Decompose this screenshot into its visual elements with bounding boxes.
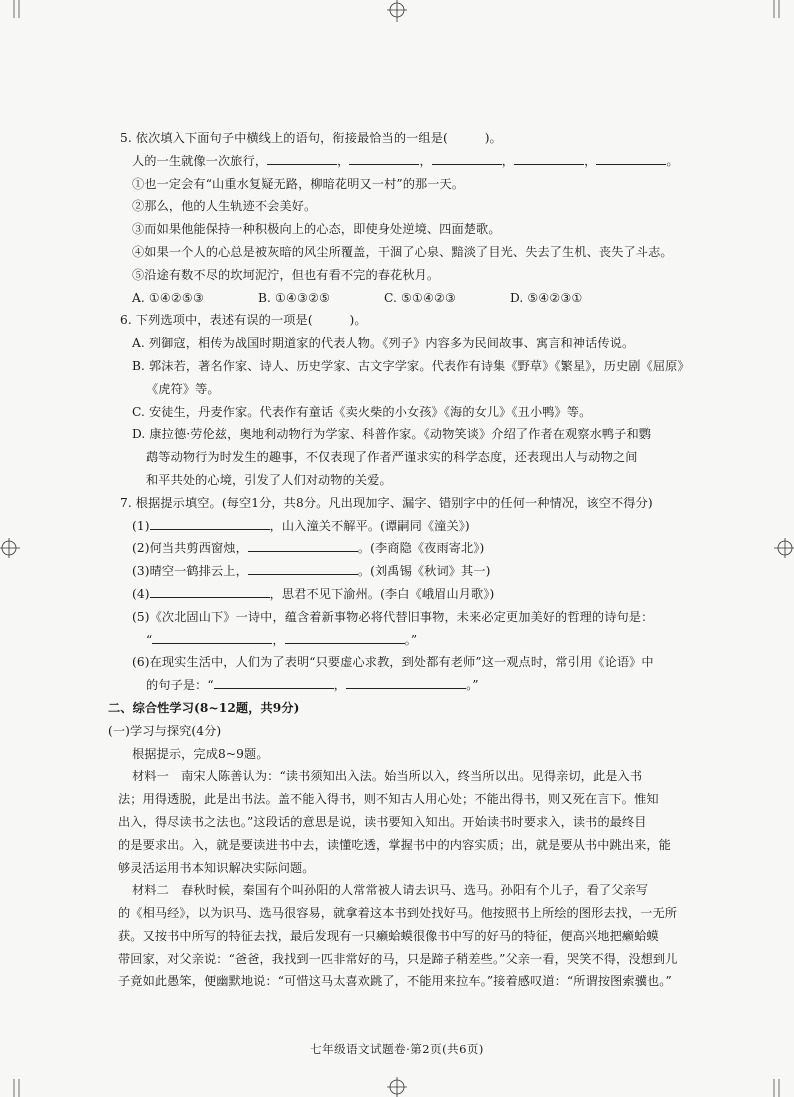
q5-option-b[interactable]: B. ①④③②⑤	[258, 290, 331, 305]
q7-item-6-answer: 的句子是：“ ， 。”	[118, 674, 648, 697]
q7-blank-7[interactable]	[214, 674, 334, 689]
crop-mark-top-left-icon	[10, 0, 24, 18]
part2-subtitle: (一)学习与探究(4分)	[108, 723, 222, 738]
q7-blank-3[interactable]	[248, 560, 358, 575]
material-2-line-3: 获。又按书中所写的特征去找，最后发现有一只癞蛤蟆很像书中写的好马的特征，便高兴地把癞蛤蟆	[118, 928, 659, 943]
part2-title: 二、综合性学习(8~12题，共9分)	[108, 700, 300, 715]
q7-stem: 7. 根据提示填空。(每空1分，共8分。凡出现加字、漏字、错别字中的任何一种情况，该空不得分)	[120, 495, 653, 510]
material-1-line-2: 法；用得透脱，此是出书法。盖不能入得书，则不知古人用心处；不能出得书，则又死在言下。惟知	[118, 792, 659, 807]
q5-option-d[interactable]: D. ⑤④②③①	[510, 290, 583, 305]
q7-item-5: (5)《次北固山下》一诗中，蕴含着新事物必将代替旧事物，未来必定更加美好的哲理的诗句是：	[132, 609, 654, 624]
page-footer: 七年级语文试题卷·第2页(共6页)	[310, 1042, 484, 1056]
q5-sentence-3: ③而如果他能保持一种积极向上的心态，即使身处逆境、四面楚歌。	[132, 222, 501, 237]
q6-option-d-cont-1: 鹉等动物行为时发生的趣事，不仅表现了作者严谨求实的科学态度，还表现出人与动物之间	[146, 450, 638, 465]
q7-blank-5[interactable]	[152, 629, 272, 644]
registration-mark-bottom-icon	[385, 1077, 409, 1097]
crop-mark-top-right-icon	[770, 0, 784, 18]
material-2-line-4: 带回家，对父亲说：“爸爸，我找到一匹非常好的马，只是蹄子稍差些。”父亲一看，哭笑不得，没想到儿	[118, 951, 678, 966]
crop-mark-bottom-right-icon	[770, 1079, 784, 1097]
q5-option-a[interactable]: A. ①④②⑤③	[132, 290, 204, 305]
material-1-line-1: 材料一 南宋人陈善认为：“读书须知出入法。始当所以入，终当所以出。见得亲切，此是入书	[132, 769, 643, 784]
q6-option-b[interactable]: B. 郭沫若，著名作家、诗人、历史学家、古文字学家。代表作有诗集《野草》《繁星》，历史剧《屈原》	[132, 358, 690, 373]
q7-item-4: (4) ，思君不见下渝州。(李白《峨眉山月歌》)	[118, 583, 648, 606]
q5-blank-4[interactable]	[514, 150, 584, 165]
q5-sentence-4: ④如果一个人的心总是被灰暗的风尘所覆盖，干涸了心泉、黯淡了目光、失去了生机、丧失了斗志。	[132, 244, 673, 259]
exam-content	[108, 127, 690, 993]
q7-item-2: (2)何当共剪西窗烛， 。(李商隐《夜雨寄北》)	[118, 537, 648, 560]
q7-item-1: (1) ，山入潼关不解平。(谭嗣同《潼关》)	[118, 515, 648, 538]
q5-options	[118, 287, 648, 310]
material-1-line-3: 出入，得尽读书之法也。”这段话的意思是说，读书要知入知出。开始读书时要求入，读书的最终目	[118, 814, 647, 829]
q6-option-a[interactable]: A. 列御寇，相传为战国时期道家的代表人物。《列子》内容多为民间故事、寓言和神话传说。	[132, 336, 635, 351]
registration-mark-top-icon	[385, 0, 409, 22]
material-2-line-1: 材料二 春秋时候，秦国有个叫孙阳的人常常被人请去识马、选马。孙阳有个儿子，看了父亲写	[132, 883, 649, 898]
q6-option-c[interactable]: C. 安徒生，丹麦作家。代表作有童话《卖火柴的小女孩》《海的女儿》《丑小鸭》等。	[132, 404, 592, 419]
material-1-line-5: 够灵活运用书本知识解决实际问题。	[118, 860, 315, 875]
q6-stem: 6. 下列选项中，表述有误的一项是( )。	[120, 313, 367, 328]
q5-blank-3[interactable]	[432, 150, 502, 165]
q5-stem: 5. 依次填入下面句子中横线上的语句，衔接最恰当的一组是( )。	[120, 131, 502, 145]
q5-sentence-1: ①也一定会有“山重水复疑无路，柳暗花明又一村”的那一天。	[132, 176, 465, 191]
q5-option-c[interactable]: C. ⑤①④②③	[384, 290, 457, 305]
q7-item-3: (3)晴空一鹤排云上， 。(刘禹锡《秋词》其一)	[118, 560, 648, 583]
q7-blank-6[interactable]	[285, 629, 405, 644]
q7-item-5-answer: “ ， 。”	[118, 629, 648, 652]
q7-blank-1[interactable]	[150, 515, 270, 530]
q5-blank-5[interactable]	[596, 150, 666, 165]
q7-blank-4[interactable]	[150, 583, 270, 598]
registration-mark-right-icon	[774, 536, 794, 560]
q5-lead-line: 人的一生就像一次旅行， ， ， ， ， 。	[118, 150, 648, 173]
q5-blank-2[interactable]	[349, 150, 419, 165]
q6-option-b-cont: 《虎符》等。	[146, 381, 220, 396]
material-1-line-4: 的是要求出。入，就是要读进书中去，读懂吃透，掌握书中的内容实质；出，就是要从书中跳出来，能	[118, 837, 671, 852]
q7-blank-8[interactable]	[346, 674, 466, 689]
q6-option-d[interactable]: D. 康拉德·劳伦兹，奥地利动物行为学家、科普作家。《动物笑谈》介绍了作者在观察水鸭子和鹦	[132, 427, 652, 442]
q7-blank-2[interactable]	[248, 537, 358, 552]
q5-sentence-5: ⑤沿途有数不尽的坎坷泥泞，但也有看不完的春花秋月。	[132, 267, 440, 282]
registration-mark-left-icon	[0, 536, 20, 560]
q6-option-d-cont-2: 和平共处的心境，引发了人们对动物的关爱。	[146, 472, 392, 487]
q5-sentence-2: ②那么，他的人生轨迹不会美好。	[132, 199, 317, 214]
crop-mark-bottom-left-icon	[10, 1079, 24, 1097]
material-2-line-5: 子竟如此愚笨，便幽默地说：“可惜这马太喜欢跳了，不能用来拉车。”接着感叹道：“所谓按图索骥也。”	[118, 974, 672, 989]
material-2-line-2: 的《相马经》，以为识马、选马很容易，就拿着这本书到处找好马。他按照书上所绘的图形去找，一无所	[118, 906, 678, 921]
part2-intro: 根据提示，完成8~9题。	[132, 746, 269, 761]
q5-blank-1[interactable]	[267, 150, 337, 165]
q7-item-6: (6)在现实生活中，人们为了表明“只要虚心求教，到处都有老师”这一观点时，常引用《论语》中	[132, 655, 654, 670]
